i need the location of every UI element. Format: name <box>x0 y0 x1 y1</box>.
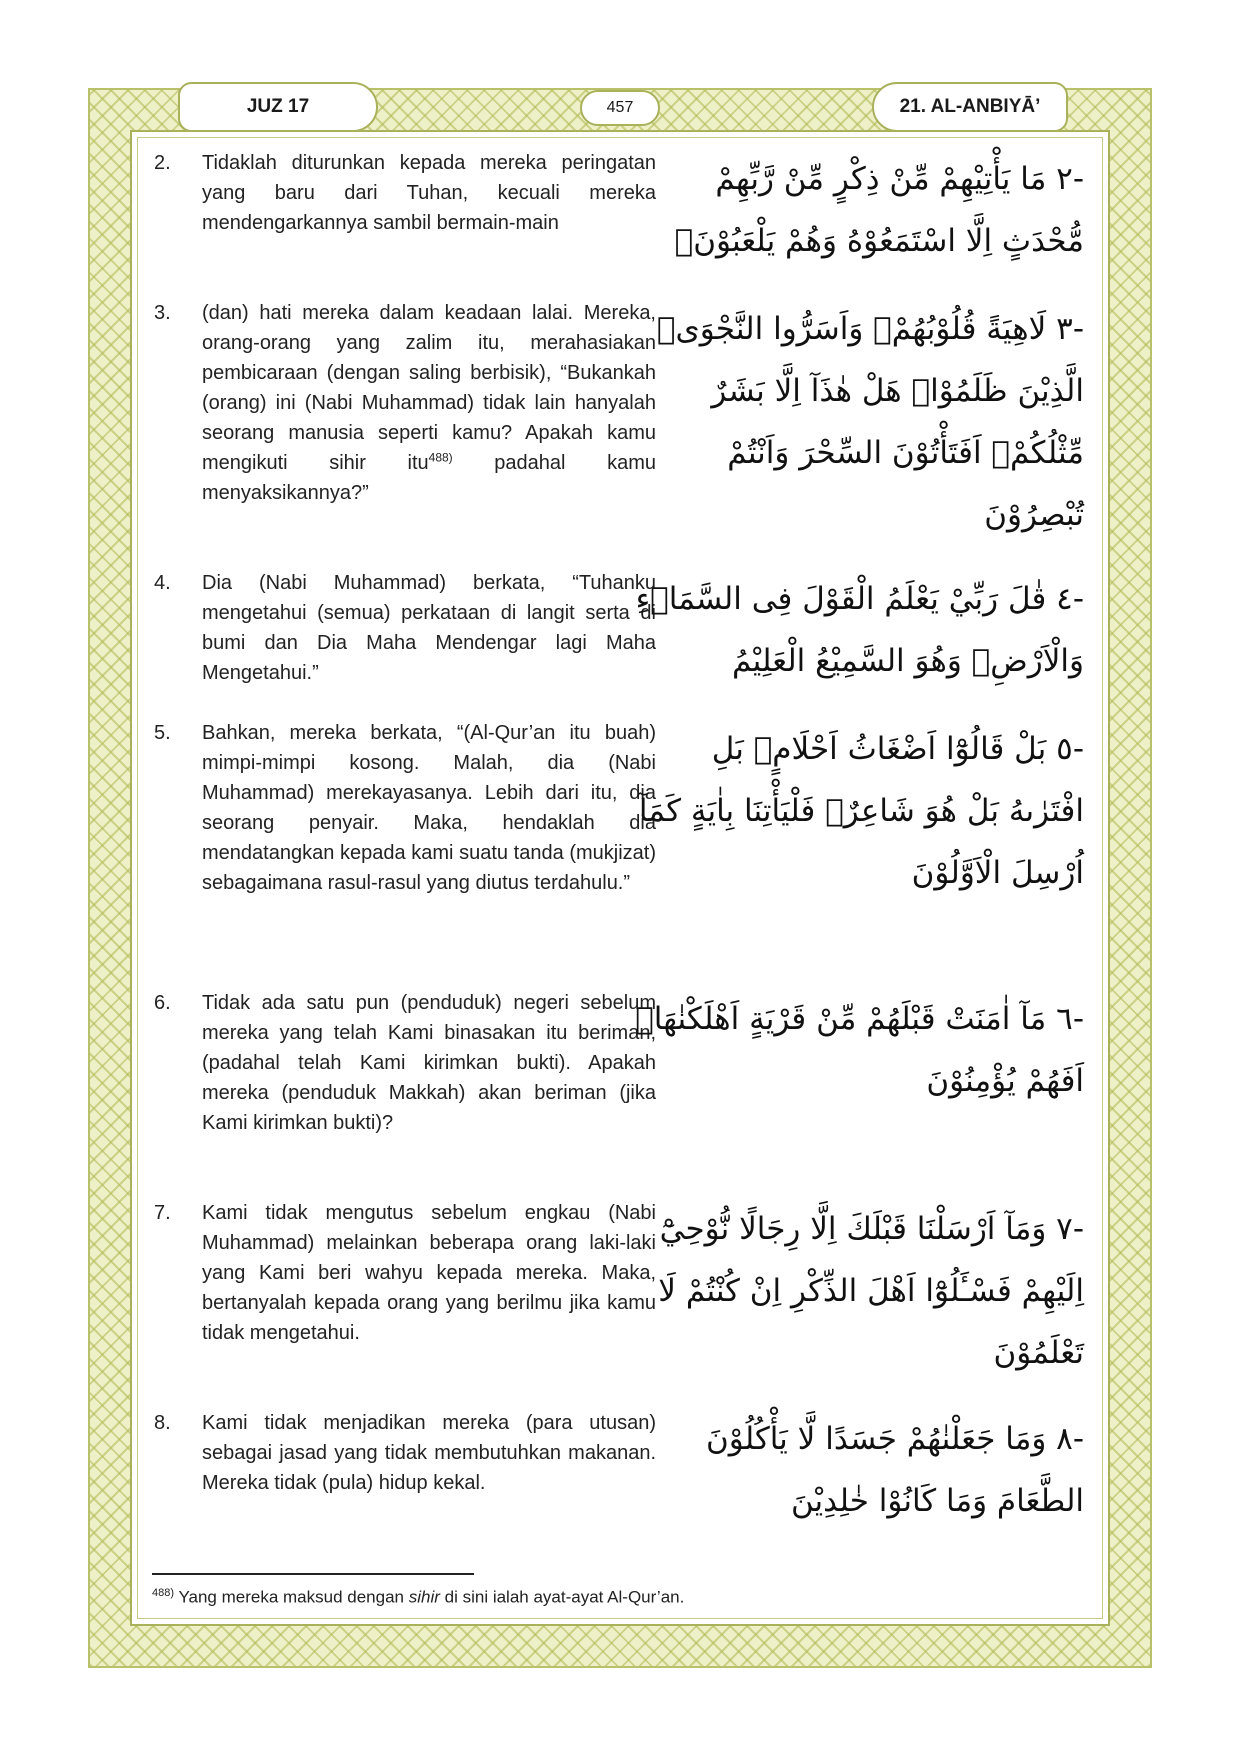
arabic-verse-number: -٣ <box>1056 311 1084 347</box>
arabic-text: وَمَا جَعَلْنٰهُمْ جَسَدًا لَّا يَأْكُلُوْنَ الطَّعَامَ وَمَا كَانُوْا خٰلِدِيْنَ <box>705 1421 1084 1519</box>
verse-translation: Tidak ada satu pun (penduduk) negeri sebelum mereka yang telah Kami binasakan itu beriman, (padahal telah Kami kirimkan bukti). Apakah mereka (penduduk Makkah) akan beriman (jika Kami kirimkan bukti)? <box>202 992 656 1134</box>
arabic-verse-number: -٧ <box>1056 1211 1084 1247</box>
verse-translation: Kami tidak menjadikan mereka (para utusan) sebagai jasad yang tidak membutuhkan makanan. Mereka tidak (pula) hidup kekal. <box>202 1412 656 1494</box>
arabic-verse-number: -٦ <box>1056 1001 1084 1037</box>
verse-translation <box>202 298 656 508</box>
verse-arabic <box>628 988 1084 1112</box>
footnote-italic: sihir <box>408 1587 440 1607</box>
verse-arabic <box>628 718 1084 904</box>
footnote-text-after: di sini ialah ayat-ayat Al-Qur’an. <box>439 1587 685 1607</box>
surah-title: 21. AL-ANBIYĀ’ <box>872 82 1068 132</box>
footnote-ref[interactable]: 488) <box>428 450 453 465</box>
verse-number: 5. <box>154 722 171 744</box>
verse-arabic <box>628 1408 1084 1532</box>
verse-arabic <box>628 1198 1084 1384</box>
arabic-verse-number: -٨ <box>1056 1421 1084 1457</box>
arabic-text: بَلْ قَالُوْٓا اَضْغَاثُ اَحْلَامٍۢ بَلِ افْتَرٰىهُ بَلْ هُوَ شَاعِرٌۚ فَلْيَأْتِنَا بِاٰيَةٍ كَمَآ اُرْسِلَ الْاَوَّلُوْنَ <box>638 731 1084 891</box>
verse-number: 6. <box>154 992 171 1014</box>
verse-number: 7. <box>154 1202 171 1224</box>
verse-translation: Bahkan, mereka berkata, “(Al-Qur’an itu buah) mimpi-mimpi kosong. Malah, dia (Nabi Muhammad) merekayasanya. Lebih dari itu, dia seorang penyair. Maka, hendaklah dia mendatangkan kepada kami suatu tanda (mukjizat) sebagaimana rasul-rasul yang diutus terdahulu.” <box>202 722 656 894</box>
arabic-text: مَا يَأْتِيْهِمْ مِّنْ ذِكْرٍ مِّنْ رَّبِّهِمْ مُّحْدَثٍ اِلَّا اسْتَمَعُوْهُ وَهُمْ يَلْعَبُوْنَۙ <box>674 161 1084 259</box>
footnote-divider <box>152 1573 474 1575</box>
verse-number: 3. <box>154 302 171 324</box>
verse-arabic <box>628 568 1084 692</box>
arabic-text: لَاهِيَةً قُلُوْبُهُمْۗ وَاَسَرُّوا النَّجْوَىۖ الَّذِيْنَ ظَلَمُوْاۖ هَلْ هٰذَآ اِلَّا بَشَرٌ مِّثْلُكُمْۚ اَفَتَأْتُوْنَ السِّحْرَ وَاَنْتُمْ تُبْصِرُوْنَ <box>656 311 1084 533</box>
verse-arabic <box>628 148 1084 272</box>
page-number: 457 <box>580 90 660 126</box>
arabic-text: وَمَآ اَرْسَلْنَا قَبْلَكَ اِلَّا رِجَالًا نُّوْحِيْٓ اِلَيْهِمْ فَسْـَٔلُوْٓا اَهْلَ الذِّكْرِ اِنْ كُنْتُمْ لَا تَعْلَمُوْنَ <box>658 1211 1084 1371</box>
arabic-text: مَآ اٰمَنَتْ قَبْلَهُمْ مِّنْ قَرْيَةٍ اَهْلَكْنٰهَاۚ اَفَهُمْ يُؤْمِنُوْنَ <box>635 1001 1084 1099</box>
translation-text-end: padahal kamu menyaksikannya?” <box>202 452 656 504</box>
verse-translation: Tidaklah diturunkan kepada mereka peringatan yang baru dari Tuhan, kecuali mereka mendengarkannya sambil bermain-main <box>202 152 656 234</box>
arabic-text: قٰلَ رَبِّيْ يَعْلَمُ الْقَوْلَ فِى السَّمَاۤءِ وَالْاَرْضِۖ وَهُوَ السَّمِيْعُ الْعَلِيْمُ <box>635 581 1084 679</box>
verse-translation: Dia (Nabi Muhammad) berkata, “Tuhanku mengetahui (semua) perkataan di langit serta di bumi dan Dia Maha Mendengar lagi Maha Mengetahui.” <box>202 572 656 684</box>
arabic-verse-number: -٢ <box>1056 161 1084 197</box>
juz-label: JUZ 17 <box>178 82 378 132</box>
verse-number: 4. <box>154 572 171 594</box>
translation-text: (dan) hati mereka dalam keadaan lalai. Mereka, orang-orang yang zalim itu, merahasiakan pembicaraan (dengan saling berbisik), “Bukankah (orang) ini (Nabi Muhammad) tidak lain hanyalah seorang manusia seperti kamu? Apakah kamu mengikuti sihir itu <box>202 302 656 474</box>
verse-translation: Kami tidak mengutus sebelum engkau (Nabi Muhammad) melainkan beberapa orang laki-laki yang Kami beri wahyu kepada mereka. Maka, bertanyalah kepada orang yang berilmu jika kamu tidak mengetahui. <box>202 1202 656 1344</box>
verse-number: 2. <box>154 152 171 174</box>
verse-arabic <box>628 298 1084 546</box>
verse-number: 8. <box>154 1412 171 1434</box>
footnote <box>152 1581 1052 1610</box>
footnote-text-before: Yang mereka maksud dengan <box>174 1587 409 1607</box>
arabic-verse-number: -٤ <box>1056 581 1084 617</box>
arabic-verse-number: -٥ <box>1056 731 1084 767</box>
footnote-number: 488) <box>152 1587 175 1599</box>
